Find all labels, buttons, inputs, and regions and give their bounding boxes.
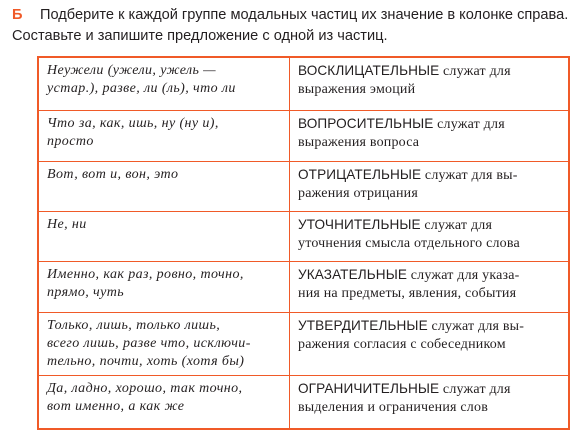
- particles-text: тельно, почти, хоть (хотя бы): [47, 354, 245, 369]
- table-row: [38, 212, 569, 262]
- meaning-text: служат для указа-: [407, 268, 520, 283]
- particles-cell: [38, 313, 290, 376]
- meaning-text: ния на предметы, явления, события: [298, 286, 517, 301]
- meaning-text: ражения отрицания: [298, 186, 418, 201]
- meaning-cell: [290, 212, 570, 262]
- particles-text: вот именно, а как же: [47, 399, 185, 414]
- particle-type: УКАЗАТЕЛЬНЫЕ: [298, 267, 408, 282]
- particle-type: УТОЧНИТЕЛЬНЫЕ: [298, 217, 421, 232]
- particles-text: всего лишь, разве что, исключи-: [47, 336, 251, 351]
- particles-text: Только, лишь, только лишь,: [47, 318, 221, 333]
- particles-cell: [38, 162, 290, 212]
- particles-text: Именно, как раз, ровно, точно,: [47, 267, 244, 282]
- meaning-cell: [290, 111, 570, 162]
- task-text-line-2: Составьте и запишите предложение с одной из частиц.: [12, 28, 388, 44]
- particles-table: [37, 56, 570, 430]
- meaning-text: служат для: [433, 117, 505, 132]
- particle-type: ОГРАНИЧИТЕЛЬНЫЕ: [298, 381, 440, 396]
- particles-text: просто: [47, 134, 94, 149]
- particles-cell: [38, 57, 290, 111]
- meaning-text: ражения согласия с собеседником: [298, 337, 506, 352]
- task-letter: Б: [12, 7, 23, 23]
- particles-text: прямо, чуть: [47, 285, 125, 300]
- meaning-text: служат для: [439, 64, 511, 79]
- meaning-text: уточнения смысла отдельного слова: [298, 236, 520, 251]
- particles-text: устар.), разве, ли (ль), что ли: [47, 81, 236, 96]
- particles-text: Вот, вот и, вон, это: [47, 167, 179, 182]
- meaning-cell: [290, 313, 570, 376]
- table-row: [38, 262, 569, 313]
- particles-cell: [38, 212, 290, 262]
- table-row: [38, 376, 569, 430]
- table-row: [38, 111, 569, 162]
- particles-text: Неужели (ужели, ужель —: [47, 63, 217, 78]
- meaning-cell: [290, 57, 570, 111]
- table-row: [38, 313, 569, 376]
- task-text-line-1: Подберите к каждой группе модальных частиц их значение в колонке справа.: [40, 7, 569, 23]
- meaning-text: выражения вопроса: [298, 135, 420, 150]
- particles-text: Не, ни: [47, 217, 87, 232]
- meaning-cell: [290, 262, 570, 313]
- particle-type: ВОСКЛИЦАТЕЛЬНЫЕ: [298, 63, 440, 78]
- table-row: [38, 57, 569, 111]
- particles-text: Да, ладно, хорошо, так точно,: [47, 381, 243, 396]
- meaning-text: служат для: [420, 218, 493, 233]
- meaning-text: служат для вы-: [427, 319, 525, 334]
- meaning-text: служат для: [439, 382, 511, 397]
- particles-cell: [38, 111, 290, 162]
- meaning-text: выделения и ограничения слов: [298, 400, 488, 415]
- particle-type: ВОПРОСИТЕЛЬНЫЕ: [298, 116, 434, 131]
- meaning-text: служат для вы-: [421, 168, 518, 183]
- meaning-cell: [290, 376, 570, 430]
- meaning-cell: [290, 162, 570, 212]
- particles-text: Что за, как, ишь, ну (ну и),: [47, 116, 219, 131]
- meaning-text: выражения эмоций: [298, 82, 416, 97]
- particles-cell: [38, 262, 290, 313]
- particles-cell: [38, 376, 290, 430]
- particle-type: ОТРИЦАТЕЛЬНЫЕ: [298, 167, 422, 182]
- table-row: [38, 162, 569, 212]
- particle-type: УТВЕРДИТЕЛЬНЫЕ: [298, 318, 428, 333]
